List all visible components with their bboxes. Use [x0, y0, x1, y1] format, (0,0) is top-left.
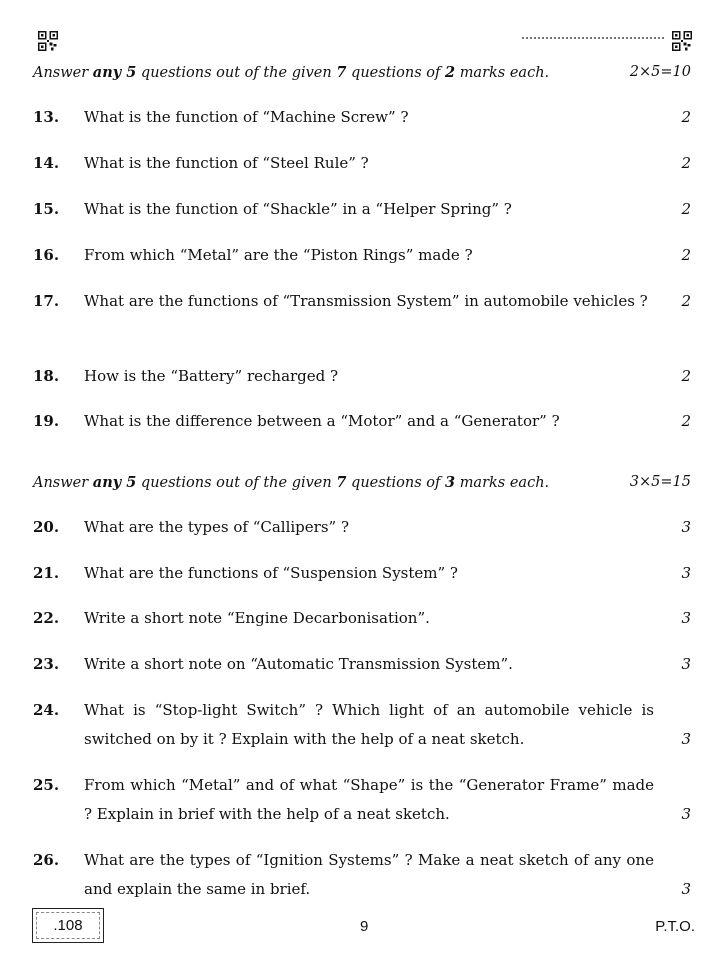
question [33, 696, 691, 754]
question-number: 21. [33, 564, 60, 582]
question-text: What is “Stop-light Switch” ? Which light of an automobile vehicle is switched on by it ? Explain with the help of a neat sketch. [84, 701, 654, 748]
question-text: Write a short note on “Automatic Transmission System”. [84, 655, 513, 673]
question [33, 241, 691, 270]
question-marks: 3 [681, 730, 691, 748]
question-marks: 3 [681, 805, 691, 823]
question-marks: 3 [681, 655, 691, 673]
question [33, 287, 691, 316]
question-number: 26. [33, 851, 60, 869]
page-number: 9 [360, 918, 369, 935]
question-marks: 2 [681, 246, 691, 264]
instruction-text: marks each. [459, 475, 550, 491]
qr-code-icon [672, 31, 692, 51]
question-number: 17. [33, 292, 60, 310]
question-number: 18. [33, 367, 60, 385]
question-number: 15. [33, 200, 60, 218]
question [33, 846, 691, 904]
instruction-text: questions out of the given [140, 475, 332, 491]
question-text: What is the difference between a “Motor” and a “Generator” ? [84, 412, 560, 430]
question-number: 22. [33, 609, 60, 627]
section-instruction [33, 64, 691, 81]
question-text: What is the function of “Machine Screw” ? [84, 108, 409, 126]
question [33, 407, 691, 436]
question-marks: 3 [681, 564, 691, 582]
question-marks: 2 [681, 412, 691, 430]
instruction-any: any 5 [92, 474, 137, 491]
section-total-marks: 3×5=15 [629, 474, 691, 490]
instruction-any: any 5 [92, 64, 137, 81]
question-text: What are the types of “Callipers” ? [84, 518, 350, 536]
header-dotted-line [522, 37, 664, 39]
question [33, 149, 691, 178]
question-marks: 3 [681, 880, 691, 898]
question-text: What is the function of “Steel Rule” ? [84, 154, 369, 172]
question-number: 25. [33, 776, 60, 794]
section-total-marks: 2×5=10 [629, 64, 691, 80]
question-text: From which “Metal” and of what “Shape” is the “Generator Frame” made ? Explain in brief with the help of a neat sketch. [84, 776, 654, 823]
question [33, 771, 691, 829]
question-text: Write a short note “Engine Decarbonisation”. [84, 609, 430, 627]
please-turn-over: P.T.O. [655, 918, 695, 935]
paper-code-box [32, 908, 104, 943]
question-number: 23. [33, 655, 60, 673]
question-marks: 3 [681, 518, 691, 536]
qr-code-icon [38, 31, 58, 51]
instruction-count: 7 [336, 474, 347, 491]
question-text: How is the “Battery” recharged ? [84, 367, 339, 385]
question [33, 513, 691, 542]
question-marks: 2 [681, 154, 691, 172]
instruction-text: marks each. [459, 65, 550, 81]
instruction-text: Answer [33, 65, 89, 81]
question-number: 16. [33, 246, 60, 264]
question [33, 604, 691, 633]
question [33, 559, 691, 588]
question-number: 19. [33, 412, 60, 430]
instruction-count: 7 [336, 64, 347, 81]
section-instruction [33, 474, 691, 491]
instruction-text: questions of [351, 65, 441, 81]
question-marks: 2 [681, 108, 691, 126]
instruction-marks-each: 3 [444, 474, 456, 491]
question-number: 20. [33, 518, 60, 536]
question-text: What is the function of “Shackle” in a “Helper Spring” ? [84, 200, 512, 218]
question-text: What are the functions of “Transmission System” in automobile vehicles ? [84, 292, 648, 310]
instruction-text: questions out of the given [140, 65, 332, 81]
question-number: 24. [33, 701, 60, 719]
paper-code: .108 [53, 917, 83, 934]
question-marks: 2 [681, 292, 691, 310]
question-number: 13. [33, 108, 60, 126]
question-text: From which “Metal” are the “Piston Rings” made ? [84, 246, 473, 264]
question [33, 362, 691, 391]
question [33, 103, 691, 132]
question-marks: 2 [681, 200, 691, 218]
question-text: What are the functions of “Suspension System” ? [84, 564, 458, 582]
question-marks: 2 [681, 367, 691, 385]
instruction-text: Answer [33, 475, 89, 491]
instruction-text: questions of [351, 475, 441, 491]
question-number: 14. [33, 154, 60, 172]
instruction-marks-each: 2 [444, 64, 456, 81]
question-marks: 3 [681, 609, 691, 627]
question [33, 195, 691, 224]
question [33, 650, 691, 679]
question-text: What are the types of “Ignition Systems” ? Make a neat sketch of any one and explain the same in brief. [84, 851, 654, 898]
